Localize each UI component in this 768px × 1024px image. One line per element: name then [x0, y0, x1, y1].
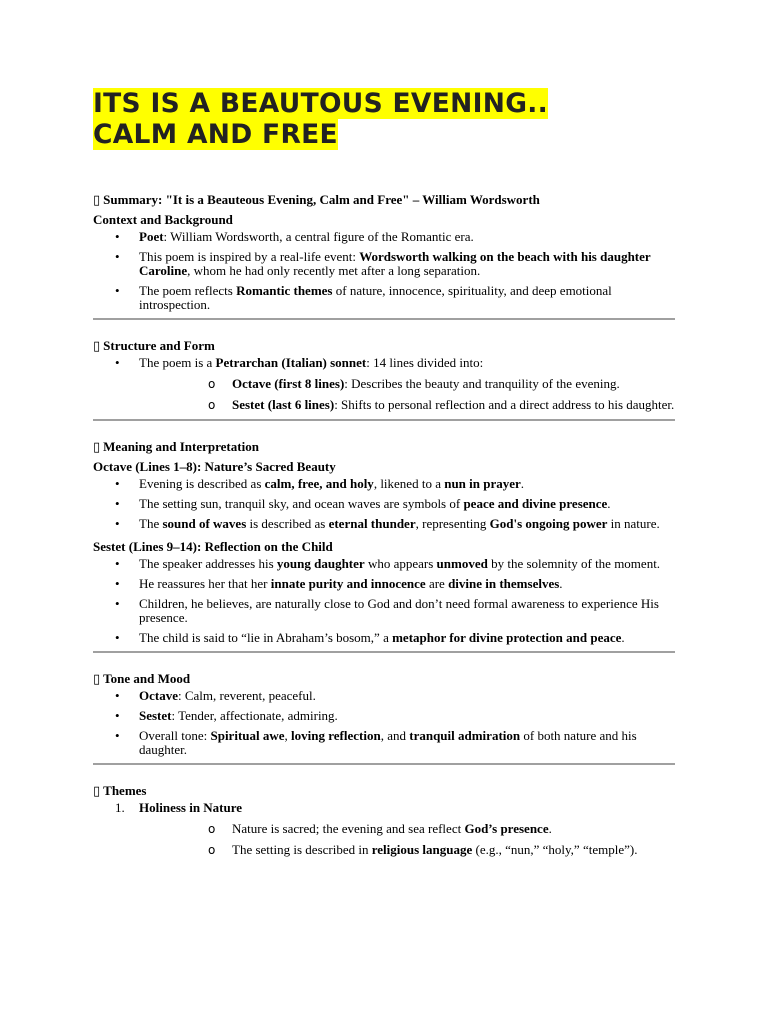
missing-glyph-icon: ▯: [93, 783, 101, 798]
tone-heading: ▯ Tone and Mood: [93, 671, 191, 686]
missing-glyph-icon: ▯: [93, 338, 101, 353]
list-item: • The setting sun, tranquil sky, and ocean waves are symbols of peace and divine presence.: [93, 497, 675, 511]
section-divider: [93, 318, 675, 320]
list-item: • The poem reflects Romantic themes of nature, innocence, spirituality, and deep emotional introspection.: [93, 284, 675, 312]
tone-list: [93, 689, 675, 757]
section-divider: [93, 419, 675, 421]
list-item: • Poet: William Wordsworth, a central figure of the Romantic era.: [93, 230, 675, 244]
list-item: • The poem is a Petrarchan (Italian) sonnet: 14 lines divided into: o Octave (first 8 lines): Describes the beauty and tranquility of the evening. o Sestet (last 6 lines): Shifts to personal reflection and a direct address to his daughter.: [93, 356, 675, 412]
theme-title: Holiness in Nature: [139, 800, 243, 815]
list-item: • The speaker addresses his young daughter who appears unmoved by the solemnity of the moment.: [93, 557, 675, 571]
title-line-1: ITS IS A BEAUTOUS EVENING..: [93, 88, 549, 119]
list-item: • Children, he believes, are naturally close to God and don’t need formal awareness to experience His presence.: [93, 597, 675, 625]
numbered-item: [93, 801, 675, 857]
context-subheading: Context and Background: [93, 212, 233, 227]
structure-sublist: [139, 377, 675, 412]
structure-list: [93, 356, 675, 412]
octave-list: [93, 477, 675, 531]
themes-heading: ▯ Themes: [93, 783, 147, 798]
sublist-item: o The setting is described in religious language (e.g., “nun,” “holy,” “temple”).: [139, 843, 675, 857]
missing-glyph-icon: ▯: [93, 192, 101, 207]
list-item: • Octave: Calm, reverent, peaceful.: [93, 689, 675, 703]
list-item: • Sestet: Tender, affectionate, admiring.: [93, 709, 675, 723]
meaning-heading: ▯ Meaning and Interpretation: [93, 439, 259, 454]
section-divider: [93, 651, 675, 653]
summary-heading: ▯ Summary: "It is a Beauteous Evening, Calm and Free" – William Wordsworth: [93, 192, 540, 207]
sublist-item: o Octave (first 8 lines): Describes the beauty and tranquility of the evening.: [139, 377, 675, 391]
sestet-subheading: Sestet (Lines 9–14): Reflection on the Child: [93, 539, 333, 554]
theme-sublist: [139, 822, 675, 857]
sublist-item: o Sestet (last 6 lines): Shifts to personal reflection and a direct address to his daughter.: [139, 398, 675, 412]
missing-glyph-icon: ▯: [93, 671, 101, 686]
list-item: • The child is said to “lie in Abraham’s bosom,” a metaphor for divine protection and peace.: [93, 631, 675, 645]
list-item: • Overall tone: Spiritual awe, loving reflection, and tranquil admiration of both nature and his daughter.: [93, 729, 675, 757]
list-item: • The sound of waves is described as eternal thunder, representing God's ongoing power in nature.: [93, 517, 675, 531]
sublist-item: o Nature is sacred; the evening and sea reflect God’s presence.: [139, 822, 675, 836]
context-list: [93, 230, 675, 312]
themes-list: [93, 801, 675, 857]
octave-subheading: Octave (Lines 1–8): Nature’s Sacred Beauty: [93, 459, 336, 474]
list-item: • Evening is described as calm, free, and holy, likened to a nun in prayer.: [93, 477, 675, 491]
structure-heading: ▯ Structure and Form: [93, 338, 215, 353]
list-item: • This poem is inspired by a real-life event: Wordsworth walking on the beach with his daughter Caroline, whom he had only recently met after a long separation.: [93, 250, 675, 278]
item-number: 1.: [115, 800, 125, 815]
document-title: [93, 88, 548, 150]
section-divider: [93, 763, 675, 765]
title-line-2: CALM AND FREE: [93, 119, 338, 150]
sestet-list: [93, 557, 675, 645]
document-body: [93, 190, 675, 864]
list-item: • He reassures her that her innate purity and innocence are divine in themselves.: [93, 577, 675, 591]
missing-glyph-icon: ▯: [93, 439, 101, 454]
